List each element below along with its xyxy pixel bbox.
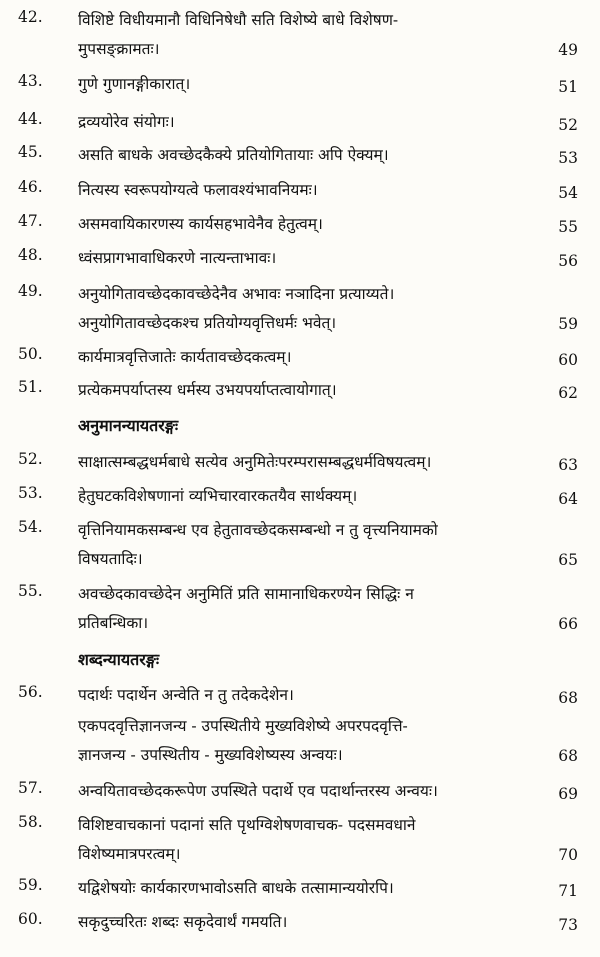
page-number: 68 xyxy=(558,747,578,765)
contents-entry xyxy=(0,683,600,712)
entry-number: 48. xyxy=(18,246,43,264)
entry-title-line: नित्यस्य स्वरूपयोग्यत्वे फलावश्यंभावनियमः। xyxy=(78,181,318,199)
page-number: 60 xyxy=(558,351,578,369)
entry-title-line: द्रव्ययोरेव संयोगः। xyxy=(78,113,175,131)
entry-number: 45. xyxy=(18,143,43,161)
contents-entry xyxy=(0,450,600,479)
entry-title-line: एकपदवृत्तिज्ञानजन्य - उपस्थितीये मुख्यविशेष्ये अपरपदवृत्ति- xyxy=(78,717,408,735)
entry-title-line: अवच्छेदकावच्छेदेन अनुमितिं प्रति सामानाधिकरण्येन सिद्धिः न xyxy=(78,585,414,603)
entry-number: 44. xyxy=(18,110,43,128)
contents-entry xyxy=(0,582,600,640)
entry-title-line: विशेष्यमात्रपरत्वम्। xyxy=(78,845,181,863)
entry-title-line: अनुयोगितावच्छेदकावच्छेदेनैव अभावः नञादिना प्रत्याय्यते। xyxy=(78,285,395,303)
entry-title-line: ज्ञानजन्य - उपस्थितीय - मुख्यविशेष्यस्य अन्वयः। xyxy=(78,746,343,764)
contents-entry xyxy=(0,714,600,772)
entry-number: 58. xyxy=(18,813,43,831)
entry-title-line: ध्वंसप्रागभावाधिकरणे नात्यन्ताभावः। xyxy=(78,249,277,267)
entry-number: 55. xyxy=(18,582,43,600)
entry-number: 49. xyxy=(18,282,43,300)
entry-title-line: साक्षात्सम्बद्धधर्मबाधे सत्येव अनुमितेःपरम्परासम्बद्धधर्मविषयत्वम्। xyxy=(78,453,432,471)
contents-entry xyxy=(0,8,600,66)
entry-title-line: गुणे गुणानङ्गीकारात्। xyxy=(78,75,191,93)
contents-entry xyxy=(0,910,600,939)
page-number: 73 xyxy=(558,916,578,934)
contents-entry xyxy=(0,378,600,407)
entry-title-line: यद्विशेषयोः कार्यकारणभावोऽसति बाधके तत्सामान्ययोरपि। xyxy=(78,879,394,897)
entry-number: 43. xyxy=(18,72,43,90)
contents-entry xyxy=(0,876,600,905)
page-number: 69 xyxy=(558,785,578,803)
contents-entry xyxy=(0,178,600,207)
entry-title-line: पदार्थः पदार्थेन अन्वेति न तु तदेकदेशेन। xyxy=(78,686,294,704)
contents-entry xyxy=(0,72,600,101)
entry-number: 54. xyxy=(18,518,43,536)
entry-number: 51. xyxy=(18,378,43,396)
page-number: 54 xyxy=(558,184,578,202)
entry-title-line: हेतुघटकविशेषणानां व्यभिचारवारकतयैव सार्थक्यम्। xyxy=(78,487,358,505)
entry-number: 56. xyxy=(18,683,43,701)
contents-entry xyxy=(0,779,600,808)
page-number: 49 xyxy=(558,41,578,59)
page-number: 62 xyxy=(558,384,578,402)
entry-number: 50. xyxy=(18,345,43,363)
page-number: 63 xyxy=(558,456,578,474)
entry-number: 46. xyxy=(18,178,43,196)
entry-title-line: अनुयोगितावच्छेदकश्च प्रतियोग्यवृत्तिधर्मः भवेत्। xyxy=(78,314,337,332)
contents-entry xyxy=(0,246,600,275)
entry-number: 59. xyxy=(18,876,43,894)
page-number: 53 xyxy=(558,149,578,167)
page-number: 71 xyxy=(558,882,578,900)
entry-title-line: प्रत्येकमपर्याप्तस्य धर्मस्य उभयपर्याप्तत्वायोगात्। xyxy=(78,381,337,399)
entry-title-line: विषयतादिः। xyxy=(78,550,143,568)
section-heading: अनुमानन्यायतरङ्गः xyxy=(78,416,179,435)
entry-number: 60. xyxy=(18,910,43,928)
entry-title-line: मुपसङ्क्रामतः। xyxy=(78,40,160,58)
page-number: 56 xyxy=(558,252,578,270)
entry-title-line: वृत्तिनियामकसम्बन्ध एव हेतुतावच्छेदकसम्बन्धो न तु वृत्त्यनियामको xyxy=(78,521,438,539)
entry-number: 53. xyxy=(18,484,43,502)
page-number: 68 xyxy=(558,689,578,707)
page-number: 70 xyxy=(558,846,578,864)
entry-number: 42. xyxy=(18,8,43,26)
page-number: 59 xyxy=(558,315,578,333)
contents-entry xyxy=(0,484,600,513)
contents-entry xyxy=(0,282,600,340)
page-number: 65 xyxy=(558,551,578,569)
contents-entry xyxy=(0,345,600,374)
page-number: 66 xyxy=(558,615,578,633)
contents-entry xyxy=(0,212,600,241)
entry-title-line: विशिष्टे विधीयमानौ विधिनिषेधौ सति विशेष्ये बाधे विशेषण- xyxy=(78,11,399,29)
entry-title-line: सकृदुच्चरितः शब्दः सकृदेवार्थं गमयति। xyxy=(78,913,288,931)
entry-title-line: प्रतिबन्धिका। xyxy=(78,614,149,632)
contents-entry xyxy=(0,143,600,172)
page-number: 51 xyxy=(558,78,578,96)
entry-title-line: असति बाधके अवच्छेदकैक्ये प्रतियोगितायाः अपि ऐक्यम्। xyxy=(78,146,389,164)
entry-number: 47. xyxy=(18,212,43,230)
page-number: 64 xyxy=(558,490,578,508)
contents-entry xyxy=(0,110,600,139)
entry-title-line: कार्यमात्रवृत्तिजातेः कार्यतावच्छेदकत्वम्। xyxy=(78,348,292,366)
page-number: 55 xyxy=(558,218,578,236)
entry-title-line: अन्वयितावच्छेदकरूपेण उपस्थिते पदार्थे एव पदार्थान्तरस्य अन्वयः। xyxy=(78,782,438,800)
entry-title-line: विशिष्टवाचकानां पदानां सति पृथग्विशेषणवाचक- पदसमवधाने xyxy=(78,816,416,834)
entry-number: 52. xyxy=(18,450,43,468)
entry-number: 57. xyxy=(18,779,43,797)
contents-entry xyxy=(0,518,600,576)
page-number: 52 xyxy=(558,116,578,134)
entry-title-line: असमवायिकारणस्य कार्यसहभावेनैव हेतुत्वम्। xyxy=(78,215,323,233)
section-heading: शब्दन्यायतरङ्गः xyxy=(78,650,160,669)
contents-entry xyxy=(0,813,600,871)
